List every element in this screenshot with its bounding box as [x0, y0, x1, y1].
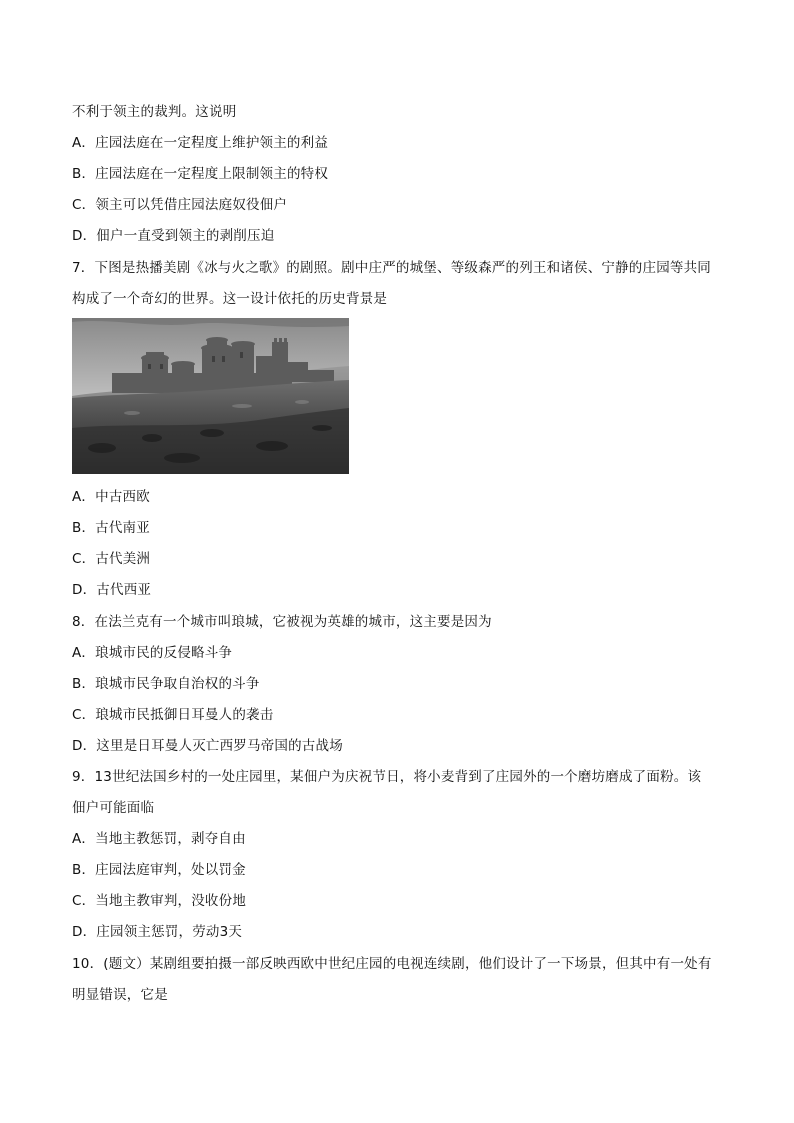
- q8-stem: 8．在法兰克有一个城市叫琅城，它被视为英雄的城市，这主要是因为: [72, 614, 492, 630]
- q9-option-d: D．庄园领主惩罚，劳动3天: [72, 924, 243, 940]
- q9-option-a: A．当地主教惩罚，剥夺自由: [72, 831, 246, 847]
- q7-option-c: C．古代美洲: [72, 551, 151, 567]
- q8-option-c: C．琅城市民抵御日耳曼人的袭击: [72, 707, 274, 723]
- q6-option-c: C．领主可以凭借庄园法庭奴役佃户: [72, 197, 288, 213]
- q8-option-d: D．这里是日耳曼人灭亡西罗马帝国的古战场: [72, 738, 343, 754]
- q9-stem-line1: 9．13世纪法国乡村的一处庄园里，某佃户为庆祝节日，将小麦背到了庄园外的一个磨坊磨成了面粉。该: [72, 769, 702, 785]
- q7-option-a: A．中古西欧: [72, 489, 150, 505]
- q7-stem-line1: 7．下图是热播美剧《冰与火之歌》的剧照。剧中庄严的城堡、等级森严的列王和诸侯、宁静的庄园等共同: [72, 260, 711, 276]
- q9-stem-line2: 佃户可能面临: [72, 800, 155, 816]
- castle-photo: [72, 318, 349, 474]
- q8-option-a: A．琅城市民的反侵略斗争: [72, 645, 233, 661]
- q10-stem-line2: 明显错误，它是: [72, 987, 168, 1003]
- q7-option-d: D．古代西亚: [72, 582, 152, 598]
- q7-option-b: B．古代南亚: [72, 520, 150, 536]
- q6-stem-tail: 不利于领主的裁判。这说明: [72, 104, 237, 120]
- q10-stem-line1: 10．(题文）某剧组要拍摄一部反映西欧中世纪庄园的电视连续剧，他们设计了一下场景，但其中有一处有: [72, 956, 712, 972]
- q9-option-b: B．庄园法庭审判，处以罚金: [72, 862, 246, 878]
- q8-option-b: B．琅城市民争取自治权的斗争: [72, 676, 260, 692]
- q9-option-c: C．当地主教审判，没收份地: [72, 893, 247, 909]
- q6-option-d: D．佃户一直受到领主的剥削压迫: [72, 228, 275, 244]
- q6-option-b: B．庄园法庭在一定程度上限制领主的特权: [72, 166, 329, 182]
- q6-option-a: A．庄园法庭在一定程度上维护领主的利益: [72, 135, 329, 151]
- q7-stem-line2: 构成了一个奇幻的世界。这一设计依托的历史背景是: [72, 291, 388, 307]
